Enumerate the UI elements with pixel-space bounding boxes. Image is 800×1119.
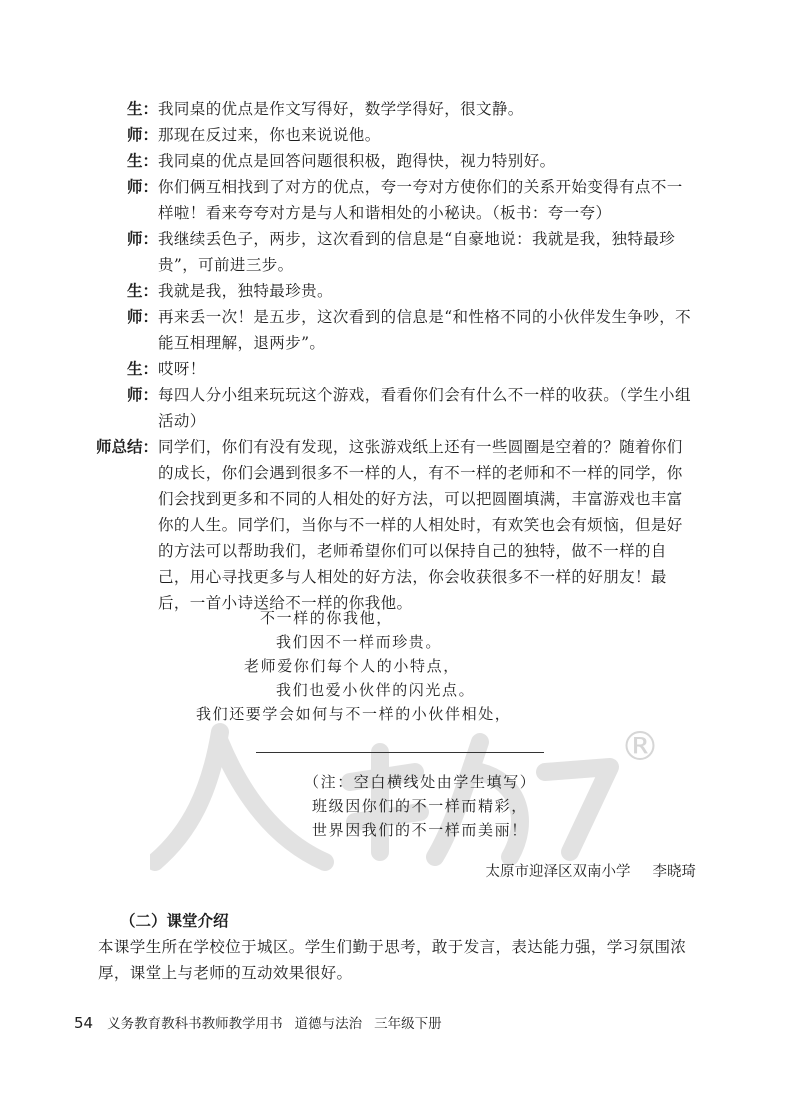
dialogue-line bbox=[98, 174, 698, 226]
author-name: 李晓琦 bbox=[652, 864, 696, 880]
speaker-label: 生： bbox=[126, 100, 158, 118]
dialogue-text: 那现在反过来，你也来说说他。 bbox=[158, 126, 381, 144]
poem-line: 我们也爱小伙伴的闪光点。 bbox=[276, 681, 476, 699]
fill-in-blank-line bbox=[256, 752, 544, 753]
dialogue-text: 我就是我，独特最珍贵。 bbox=[158, 282, 333, 300]
speaker-label: 师： bbox=[126, 308, 158, 326]
dialogue-line bbox=[95, 434, 698, 616]
author-school: 太原市迎泽区双南小学 bbox=[485, 864, 631, 880]
speaker-label: 师： bbox=[126, 178, 158, 196]
speaker-label: 师： bbox=[126, 126, 158, 144]
poem-line: 我们因不一样而珍贵。 bbox=[276, 633, 443, 651]
dialogue-line bbox=[98, 122, 698, 148]
dialogue-line bbox=[98, 96, 698, 122]
page-footer bbox=[74, 1012, 442, 1035]
speaker-label: 生： bbox=[126, 282, 158, 300]
dialogue-line bbox=[98, 356, 698, 382]
section-heading: （二）课堂介绍 bbox=[120, 912, 229, 930]
teacher-summary-text: 同学们，你们有没有发现，这张游戏纸上还有一些圆圈是空着的？随着你们的成长，你们会遇到很多不一样的人，有不一样的老师和不一样的同学，你们会找到更多和不同的人相处的好方法，可以把圆圈填满，丰富游戏也丰富你的人生。同学们，当你与不一样的人相处时，有欢笑也会有烦恼，但是好的方法可以帮助我们，老师希望你们可以保持自己的独特，做不一样的自己，用心寻找更多与人相处的好方法，你会收获很多不一样的好朋友！最后，一首小诗送给不一样的你我他。 bbox=[158, 438, 683, 612]
dialogue-section bbox=[95, 96, 698, 616]
dialogue-line bbox=[98, 226, 698, 278]
speaker-label: 生： bbox=[126, 360, 158, 378]
speaker-label: 师总结： bbox=[95, 438, 158, 456]
dialogue-line bbox=[98, 148, 698, 174]
speaker-label: 师： bbox=[126, 230, 158, 248]
poem-line: 我们还要学会如何与不一样的小伙伴相处， bbox=[196, 705, 512, 723]
dialogue-line bbox=[98, 382, 698, 434]
poem bbox=[196, 606, 626, 726]
book-title: 义务教育教科书教师教学用书 bbox=[107, 1016, 283, 1032]
poem-line: 老师爱你们每个人的小特点， bbox=[244, 657, 460, 675]
poem-line: 不一样的你我他， bbox=[260, 609, 393, 627]
dialogue-text: 我继续丢色子，两步，这次看到的信息是“自豪地说：我就是我，独特最珍贵”，可前进三步。 bbox=[158, 230, 676, 274]
book-grade: 三年级下册 bbox=[374, 1016, 442, 1032]
section-body: 本课学生所在学校位于城区。学生们勤于思考，敢于发言，表达能力强，学习氛围浓厚，课堂上与老师的互动效果很好。 bbox=[98, 938, 687, 982]
dialogue-line bbox=[98, 278, 698, 304]
dialogue-text: 每四人分小组来玩玩这个游戏，看看你们会有什么不一样的收获。（学生小组活动） bbox=[158, 386, 691, 430]
book-subject: 道德与法治 bbox=[294, 1016, 363, 1032]
speaker-label: 生： bbox=[126, 152, 158, 170]
poem-line: 世界因我们的不一样而美丽！ bbox=[312, 821, 528, 839]
speaker-label: 师： bbox=[126, 386, 158, 404]
registered-mark: ® bbox=[620, 724, 660, 770]
dialogue-text: 哎呀！ bbox=[158, 360, 206, 378]
dialogue-text: 你们俩互相找到了对方的优点，夸一夸对方使你们的关系开始变得有点不一样啦！看来夸夸对方是与人和谐相处的小秘诀。（板书：夸一夸） bbox=[158, 178, 683, 222]
dialogue-line bbox=[98, 304, 698, 356]
dialogue-text: 再来丢一次！是五步，这次看到的信息是“和性格不同的小伙伴发生争吵，不能互相理解，退两步”。 bbox=[158, 308, 692, 352]
poem-ending bbox=[304, 770, 640, 842]
dialogue-text: 我同桌的优点是作文写得好，数学学得好，很文静。 bbox=[158, 100, 524, 118]
dialogue-text: 我同桌的优点是回答问题很积极，跑得快，视力特别好。 bbox=[158, 152, 556, 170]
poem-line: 班级因你们的不一样而精彩， bbox=[312, 797, 528, 815]
page-number: 54 bbox=[74, 1014, 94, 1032]
poem-note: （注：空白横线处由学生填写） bbox=[304, 773, 537, 791]
author-credit bbox=[486, 860, 697, 884]
